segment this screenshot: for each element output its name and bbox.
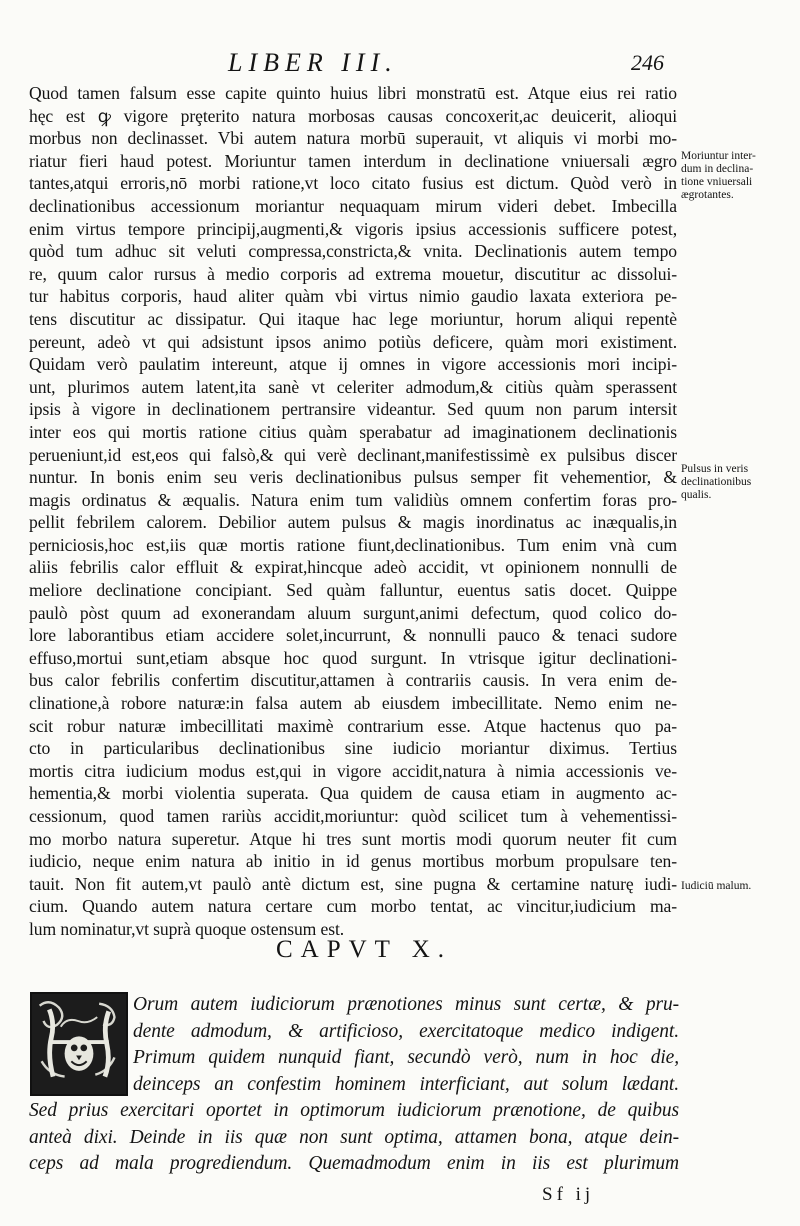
text-line: cessionum, quod tamen rariùs accidit,moriuntur: quòd scilicet tum à vehementissi- — [29, 806, 677, 826]
margin-note-line: declinationibus — [681, 476, 752, 488]
text-line: hęc est ꝙ vigore prȩterito natura morbosas causas concoxerit,ac deuicerit, alioqui — [29, 105, 677, 126]
signature-mark: Sf ij — [542, 1184, 595, 1205]
text-line: perniciosis,hoc est,iis quæ mortis ratione fiunt,declinationibus. Tum enim vnà cum — [29, 534, 677, 555]
text-line: nuntur. In bonis enim seu veris declinationibus pulsus semper fit vehementior, & — [29, 467, 677, 488]
main-text-block — [29, 82, 677, 941]
margin-note-line: ægrotantes. — [681, 189, 734, 201]
text-line: ipsis à vigore in declinationem pertransire videantur. Sed quum non parum intersit — [29, 399, 677, 420]
text-line: Quidam verò paulatim intereunt, atque ij omnes in vigore accessionis mori incipi- — [29, 354, 677, 375]
text-line: unt, plurimos autem latent,ita sanè vt celeriter admodum,& citiùs quàm sperassent — [29, 376, 677, 397]
margin-note-line: Iudiciū malum. — [681, 880, 752, 892]
text-line: mo morbo natura superetur. Atque hi tres sunt mortis modi quorum neuter fit cum — [29, 828, 677, 849]
text-line: bus calor febrilis confertim discutitur,attamen à contrariis causis. In vera enim de- — [29, 670, 677, 691]
text-line: re, quum calor rursus à medio corporis ad extrema mouetur, discutitur ac dissolui- — [29, 263, 677, 284]
margin-note-moriuntur — [681, 150, 795, 202]
text-line: Quod tamen falsum esse capite quinto huius libri monstratū est. Atque eius rei ratio — [29, 83, 677, 103]
text-line: quòd tum adhuc sit veluti compressa,constricta,& vnita. Declinationis autem tempo — [29, 241, 677, 262]
text-line: cto in particularibus declinationibus sine iudicio moriantur diximus. Tertius — [29, 738, 677, 759]
text-line: iudicio, neque enim natura ab initio in id genus mortibus morbum propulsare ten- — [29, 851, 677, 872]
margin-note-line: Moriuntur inter- — [681, 150, 756, 162]
text-line: tens discutitur ac dissipatur. Qui itaque hac lege moriuntur, horum aliqui repentè — [29, 308, 677, 329]
running-head — [0, 48, 800, 82]
margin-note-line: qualis. — [681, 489, 712, 501]
text-line: morbus non declinasset. Vbi autem natura morbū superauit, vt aliquis vi morbi mo- — [29, 128, 677, 149]
margin-note-pulsus — [681, 463, 795, 502]
chapter-heading: CAPVT X. — [275, 936, 453, 963]
chapter-text-line: ceps ad mala progrediendum. Quemadmodum enim in iis est plurimum — [29, 1153, 679, 1174]
chapter-text-line: dente admodum, & artificioso, exercitatoque medico indigent. — [133, 1020, 679, 1042]
text-line: aliis febrilis calor effluit & expirat,hincque adeò accidit, vt opinionem nonnulli de — [29, 557, 677, 578]
text-line: tantes,atqui erroris,nō morbi ratione,vt loco citato fusius est dictum. Quòd verò in — [29, 173, 677, 194]
text-line: tauit. Non fit autem,vt paulò antè dictum est, sine pugna & certamine naturę iudi- — [29, 873, 677, 894]
chapter-text-line: deinceps an confestim hominem interficiant, aut solum lædant. — [133, 1073, 679, 1095]
chapter-text-line: anteà dixi. Deinde in iis quæ non sunt optima, attamen bona, atque dein- — [29, 1126, 679, 1148]
margin-note-line: dum in declina- — [681, 163, 754, 175]
text-line: meliore declinatione concipiant. Sed quàm falluntur, euentus satis docet. Quippe — [29, 580, 677, 601]
text-line: inter eos qui mortis ratione citius quàm sperabatur ad imaginationem declinationis — [29, 421, 677, 442]
text-line: enim virtus tempore principij,augmenti,& vigoris ipsius accessionis sufficere potest, — [29, 218, 677, 239]
text-line: declinationibus accessionum moriantur nequaquam mirum videri debet. Imbecilla — [29, 195, 677, 216]
text-line: lum nominatur,vt suprà quoque ostensum est. — [29, 918, 345, 939]
running-title: LIBER III. — [228, 48, 398, 77]
text-line: mortis citra iudicium modus est,qui in vigore accidit,natura à nimia accessionis ve- — [29, 760, 677, 781]
text-line: riatur fieri haud potest. Moriuntur tamen interdum in declinatione vniuersali ægro — [29, 150, 677, 171]
text-line: scit robur naturæ imbecillitati maximè contrarium esse. Atque hactenus quo pa- — [29, 715, 677, 736]
text-line: lore laborantibus etiam accidere solet,incurrunt, & nonnulli pauco & tenaci sudore — [29, 625, 677, 646]
margin-note-line: tione vniuersali — [681, 176, 753, 188]
text-line: cium. Quando autem natura certare cum morbo tentat, ac vincitur,iudicium ma- — [29, 896, 677, 917]
text-line: hementia,& morbi violentia superata. Qua quidem de causa etiam in augmento ac- — [29, 783, 677, 804]
chapter-text-line: Orum autem iudiciorum prænotiones minus sunt certæ, & pru- — [133, 994, 679, 1015]
chapter-text-line: Sed prius exercitari oportet in optimorum iudiciorum prænotione, de quibus — [29, 1100, 679, 1121]
text-line: pereunt, adeò vt qui adsistunt ipsos animo potiùs deficere, quàm mori existiment. — [29, 331, 677, 352]
text-line: effuso,mortui sunt,etiam absque hoc quod surgunt. In vtrisque igitur declinationi- — [29, 647, 677, 668]
text-line: magis ordinatus & æqualis. Natura enim tum validiùs omnem confertim foras pro- — [29, 489, 677, 510]
chapter-text-line: Primum quidem nunquid fiant, secundò verò, num in hoc die, — [133, 1047, 679, 1068]
text-line: clinatione,à robore naturæ:in falsa autem ab eiusdem imbecillitate. Nemo enim ne- — [29, 693, 677, 714]
text-line: pellit febrilem calorem. Debilior autem pulsus & magis inordinatus ac inæqualis,in — [29, 512, 677, 533]
chapter-text-block — [29, 992, 679, 1178]
margin-note-iudicium — [681, 880, 795, 893]
text-line: paulò pòst quum ad exonerandam aluum surgunt,animi defectum, quod colico do- — [29, 602, 677, 623]
text-line: perueniunt,id est,eos qui falsò,& qui verè declinant,manifestissimè ex pulsibus discer — [29, 444, 677, 465]
page-number: 246 — [631, 50, 664, 75]
margin-note-line: Pulsus in veris — [681, 463, 749, 475]
text-line: tur habitus corporis, haud aliter quàm vbi virtus nimio gaudio laxata exteriora pe- — [29, 286, 677, 307]
